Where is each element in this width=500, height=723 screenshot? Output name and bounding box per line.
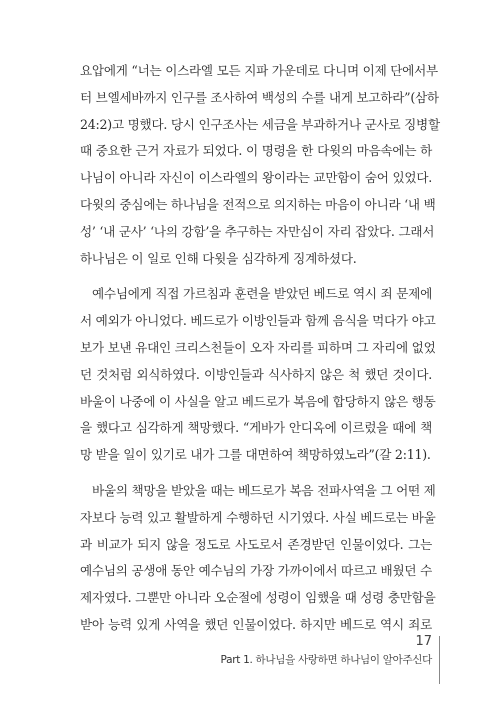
page-number: 17 bbox=[415, 634, 432, 649]
page-footer bbox=[221, 632, 432, 668]
paragraph-gap bbox=[80, 469, 432, 478]
text-line: 자보다 능력 있고 활발하게 수행하던 시기였다. 사실 베드로는 바울 bbox=[80, 509, 436, 525]
text-line: 던 것처럼 외식하였다. 이방인들과 식사하지 않은 척 했던 것이다. bbox=[80, 366, 432, 382]
text-line: 보가 보낸 유대인 크리스천들이 오자 자리를 피하며 그 자리에 없었 bbox=[80, 339, 436, 355]
text-line: 을 했다고 심각하게 책망했다. “게바가 안디옥에 이르렀을 때에 책 bbox=[80, 420, 432, 436]
text-line: 터 브엘세바까지 인구를 조사하여 백성의 수를 내게 보고하라”(삼하 bbox=[80, 89, 439, 105]
text-line: 다윗의 중심에는 하나님을 전적으로 의지하는 마음이 아니라 ‘내 백 bbox=[80, 196, 436, 212]
text-line: 망 받을 일이 있기로 내가 그를 대면하여 책망하였노라”(갈 2:11). bbox=[80, 447, 431, 463]
body-text bbox=[80, 58, 440, 639]
text-line: 받아 능력 있게 사역을 했던 인물이었다. 하지만 베드로 역시 죄로 bbox=[80, 616, 432, 632]
text-line: 바울의 책망을 받았을 때는 베드로가 복음 전파사역을 그 어떤 제 bbox=[92, 482, 436, 498]
text-line: 요압에게 “너는 이스라엘 모든 지파 가운데로 다니며 이제 단에서부 bbox=[80, 63, 438, 78]
paragraph-gap bbox=[80, 272, 432, 281]
text-line: 바울이 나중에 이 사실을 알고 베드로가 복음에 합당하지 않은 행동 bbox=[80, 393, 436, 409]
text-line: 24:2)고 명했다. 당시 인구조사는 세금을 부과하거나 군사로 징병할 bbox=[80, 116, 440, 132]
text-line: 성’ ‘내 군사’ ‘나의 강함’을 추구하는 자만심이 자리 잡았다. 그래서 bbox=[80, 223, 435, 239]
text-line: 제자였다. 그뿐만 아니라 오순절에 성령이 임했을 때 성령 충만함을 bbox=[80, 590, 436, 606]
text-line: 과 비교가 되지 않을 정도로 사도로서 존경받던 인물이었다. 그는 bbox=[80, 536, 432, 552]
text-line: 예수님의 공생애 동안 예수님의 가장 가까이에서 따르고 배웠던 수 bbox=[80, 563, 432, 579]
running-footer: Part 1. 하나님을 사랑하면 하나님이 알아주신다 bbox=[220, 654, 432, 666]
text-line: 예수님에게 직접 가르침과 훈련을 받았던 베드로 역시 죄 문제에 bbox=[92, 286, 432, 302]
text-line: 서 예외가 아니었다. 베드로가 이방인들과 함께 음식을 먹다가 야고 bbox=[80, 313, 436, 329]
text-line: 나님이 아니라 자신이 이스라엘의 왕이라는 교만함이 숨어 있었다. bbox=[80, 170, 432, 186]
text-line: 하나님은 이 일로 인해 다윗을 심각하게 징계하셨다. bbox=[80, 250, 357, 266]
footer-divider bbox=[439, 636, 440, 684]
text-line: 때 중요한 근거 자료가 되었다. 이 명령을 한 다윗의 마음속에는 하 bbox=[80, 143, 432, 159]
